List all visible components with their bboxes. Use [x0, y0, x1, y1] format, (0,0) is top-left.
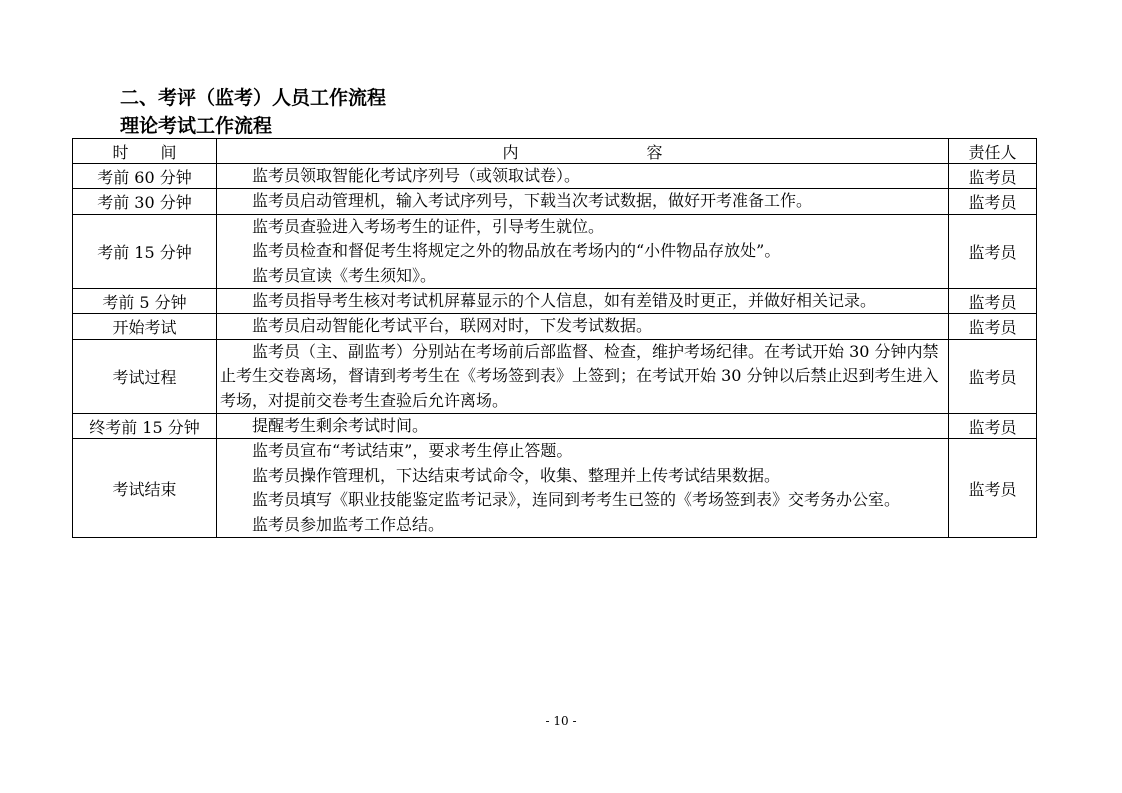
table-row [73, 339, 1037, 413]
table-row [73, 414, 1037, 439]
person-cell: 监考员 [949, 314, 1037, 339]
person-cell: 监考员 [949, 414, 1037, 439]
table-row [73, 314, 1037, 339]
content-line: 监考员操作管理机，下达结束考试命令，收集、整理并上传考试结果数据。 [252, 465, 781, 485]
time-cell: 考试过程 [73, 339, 217, 413]
content-line: 监考员领取智能化考试序列号（或领取试卷）。 [252, 166, 581, 185]
person-cell: 监考员 [949, 214, 1037, 288]
time-cell: 开始考试 [73, 314, 217, 339]
content-line: 监考员（主、副监考）分别站在考场前后部监督、检查，维护考场纪律。在考试开始 30 分钟内禁止考生交卷离场，督请到考考生在《考场签到表》上签到；在考试开始 30 分钟以后禁止迟到考生进入考场，对提前交卷考生查验后允许离场。 [220, 341, 939, 410]
table-title: 理论考试工作流程 [120, 115, 273, 137]
content-line: 监考员宣布“考试结束”，要求考生停止答题。 [252, 441, 573, 461]
content-line: 监考员检查和督促考生将规定之外的物品放在考场内的“小件物品存放处”。 [252, 241, 781, 261]
time-cell: 考前 5 分钟 [73, 289, 217, 314]
content-cell [217, 164, 949, 189]
content-line: 监考员宣读《考生须知》。 [252, 265, 437, 285]
person-cell: 监考员 [949, 164, 1037, 189]
table-row [73, 189, 1037, 214]
table-row [73, 164, 1037, 189]
header-content: 内 容 [217, 139, 949, 164]
table-row [73, 214, 1037, 288]
content-cell [217, 439, 949, 538]
content-line: 监考员填写《职业技能鉴定监考记录》，连同到考考生已签的《考场签到表》交考务办公室。 [252, 490, 901, 510]
content-cell [217, 314, 949, 339]
person-cell: 监考员 [949, 189, 1037, 214]
content-cell [217, 189, 949, 214]
table-row [73, 439, 1037, 538]
section-title: 二、考评（监考）人员工作流程 [120, 87, 387, 109]
table-header-row [73, 139, 1037, 164]
person-cell: 监考员 [949, 289, 1037, 314]
person-cell: 监考员 [949, 339, 1037, 413]
header-time: 时 间 [73, 139, 217, 164]
time-cell: 考前 15 分钟 [73, 214, 217, 288]
time-cell: 考试结束 [73, 439, 217, 538]
table-row [73, 289, 1037, 314]
content-line: 监考员参加监考工作总结。 [252, 514, 445, 534]
content-cell [217, 289, 949, 314]
content-line: 监考员指导考生核对考试机屏幕显示的个人信息，如有差错及时更正，并做好相关记录。 [252, 291, 877, 311]
workflow-table [72, 138, 1037, 538]
content-line: 提醒考生剩余考试时间。 [252, 416, 429, 436]
content-line: 监考员启动管理机，输入考试序列号，下载当次考试数据，做好开考准备工作。 [252, 191, 813, 211]
time-cell: 考前 30 分钟 [73, 189, 217, 214]
person-cell: 监考员 [949, 439, 1037, 538]
time-cell: 终考前 15 分钟 [73, 414, 217, 439]
page-number: - 10 - [545, 714, 577, 728]
time-cell: 考前 60 分钟 [73, 164, 217, 189]
content-cell [217, 214, 949, 288]
content-cell [217, 339, 949, 413]
content-cell [217, 414, 949, 439]
header-person: 责任人 [949, 139, 1037, 164]
content-line: 监考员查验进入考场考生的证件，引导考生就位。 [252, 216, 605, 236]
content-line: 监考员启动智能化考试平台，联网对时，下发考试数据。 [252, 316, 653, 336]
